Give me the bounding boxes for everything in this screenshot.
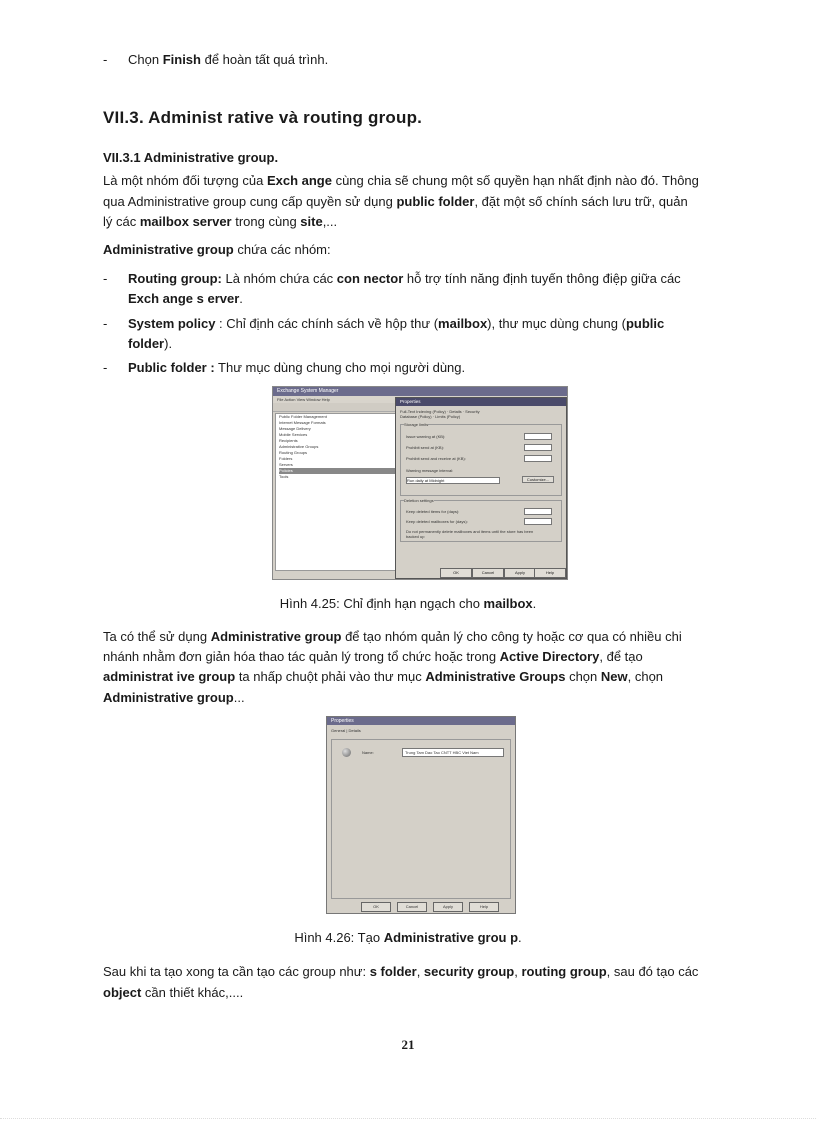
para1-line2: qua Administrative group cung cấp quyền sử dụng public folder, đặt một số chính sách lưu trữ, quản: [103, 194, 688, 209]
warning-interval-select: Run daily at Midnight: [406, 477, 500, 484]
help-button: Help: [469, 902, 499, 912]
tab-general: General: [331, 728, 346, 733]
apply-button: Apply: [504, 568, 536, 578]
name-input: Trung Tam Dao Tao CNTT HBC Viet Nam: [402, 748, 504, 757]
bullet-dash: -: [103, 271, 108, 286]
tab-limits: Limits (Policy): [435, 414, 461, 419]
cancel-button: Cancel: [472, 568, 504, 578]
bullet-dash: -: [103, 316, 108, 331]
para3-line2: object cần thiết khác,....: [103, 985, 244, 1000]
console-tree: [275, 413, 400, 571]
figure1-caption: Hình 4.25: Chỉ định hạn ngạch cho mailbox.: [279, 596, 537, 611]
window-titlebar: Exchange System Manager: [273, 387, 567, 396]
dialog-title: Properties: [396, 398, 566, 406]
prohibit-send-input: [524, 444, 552, 451]
bullet-system-policy: - System policy : Chỉ định các chính sách về hộp thư (mailbox), thư mục dùng chung (public folder).: [103, 316, 665, 351]
do-not-delete-check: Do not permanently delete mailboxes and items until the store has been backed up: [406, 529, 534, 539]
tab-security: Security: [465, 409, 480, 414]
keep-mailboxes-input: [524, 518, 552, 525]
tree-item: Message Delivery: [279, 426, 311, 431]
dialog-tabs: Full-Text Indexing (Policy) · Details · Security Database (Policy) · Limits (Policy): [400, 409, 480, 419]
cancel-button: Cancel: [397, 902, 427, 912]
para1-line1: Là một nhóm đối tượng của Exch ange cùng chia sẽ chung một số quyền hạn nhất định nào đó. Thông: [103, 173, 699, 188]
tab-details: Details: [449, 409, 462, 414]
globe-icon: [342, 748, 351, 757]
keep-items-label: Keep deleted items for (days):: [406, 509, 460, 514]
para2-line1: Ta có thể sử dụng Administrative group để tạo nhóm quản lý cho công ty hoặc cơ qua có nhiều chi: [103, 629, 682, 644]
tab-fulltext: Full-Text Indexing (Policy): [400, 409, 446, 414]
ok-button: OK: [361, 902, 391, 912]
tree-item-selected: Policies: [279, 468, 399, 474]
name-label: Name:: [362, 750, 374, 755]
dialog-tabs: General | Details: [331, 728, 361, 733]
keep-items-input: [524, 508, 552, 515]
para2-line3: administrat ive group ta nhấp chuột phải vào thư mục Administrative Groups chọn New, chọn: [103, 669, 664, 684]
deletion-settings-group: Deletion settings: [400, 500, 562, 542]
issue-warning-check: Issue warning at (KB):: [406, 434, 446, 439]
ok-button: OK: [440, 568, 472, 578]
properties-dialog: [395, 397, 567, 579]
section-heading: VII.3. Administ rative và routing group.: [103, 108, 423, 127]
help-button: Help: [534, 568, 566, 578]
apply-button: Apply: [433, 902, 463, 912]
para3-line1: Sau khi ta tạo xong ta cần tạo các group như: s folder, security group, routing group, sau đó tạo các: [103, 964, 699, 979]
bullet-routing-group: - Routing group: Là nhóm chứa các con nector hỗ trợ tính năng định tuyến thông điệp giữa các Exch ange s erver.: [103, 271, 681, 306]
tree-item: Routing Groups: [279, 450, 308, 455]
figure-admin-group-properties-screenshot: [326, 716, 516, 914]
intro-text-post: để hoàn tất quá trình.: [200, 52, 329, 67]
general-panel: [331, 739, 511, 899]
tree-item: Tools: [279, 474, 289, 479]
bullet-dash: -: [103, 360, 108, 375]
customize-button: Customize...: [522, 476, 554, 483]
para2-line4: Administrative group...: [103, 690, 245, 705]
tree-item: Administrative Groups: [279, 444, 319, 449]
tree-item: Internet Message Formats: [279, 420, 326, 425]
prohibit-send-check: Prohibit send at (KB):: [406, 445, 445, 450]
para2-line2: nhánh nhằm đơn giản hóa thao tác quản lý trong tổ chức hoặc trong Active Directory, để tạo: [103, 649, 643, 664]
warning-interval-label: Warning message interval:: [406, 468, 454, 473]
tab-details: Details: [348, 728, 361, 733]
dialog-titlebar: Properties: [327, 717, 515, 725]
groups-intro: Administrative group chứa các nhóm:: [103, 242, 331, 257]
document-page: - Chọn Finish để hoàn tất quá trình. VII.3. Administ rative và routing group. VII.3.1 Administrative group. Là một nhóm đối tượng của Exch ange cùng chia sẽ chung một số quyền hạn nhất định nào đó. Thông qua Administrative group cung cấp quyền sử dụng public folder, đặt một số chính sách lưu trữ, quản lý các mailbox server trong cùng site,... Administrative group chứa các nhóm: - Routing group: Là nhóm chứa các con nector hỗ trợ tính năng định tuyến thông điệp giữa các Exch ange s erver. - System policy : Chỉ định các chính sách về hộp thư (mailbox), thư mục dùng chung (public folder). - Public folder : Thư mục dùng chung cho mọi người dùng. Exchange System Manager File Action View Window Help Public Folder Management Internet Message Formats Message Delivery Mobile Services Recipients Administrative Groups Routing Groups Folders Servers Policies Tools Properties Full-Text Indexing (Policy) · Details · Security Database (Policy) · Limits (Policy) Storage limits Issue warning at (KB): Prohibit send at (KB): Prohibit send and receive at (KB): Warning message interval: Run daily at Midnight Customize... Deletion settings Keep deleted items for (days): Keep deleted mailboxes for (days): Do not permanently delete mailboxes and items until the store has been backed up OK Cancel Apply Help Hình 4.25: Chỉ định hạn ngạch cho mailbox. Ta có thể sử dụng Administrative group để tạo nhóm quản lý cho công ty hoặc cơ qua có nhiều chi nhánh nhằm đơn giản hóa thao tác quản lý trong tổ chức hoặc trong Active Directory, để tạo administrat ive group ta nhấp chuột phải vào thư mục Administrative Groups chọn New, chọn Administrative group... Properties General | Details Name: Trung Tam Dao Tao CNTT HBC Viet Nam OK Cancel Apply Help Hình 4.26: Tạo Administrative grou p. Sau khi ta tạo xong ta cần tạo các group như: s folder, security group, routing group, sau đó tạo các object cần thiết khác,.... 21: [0, 0, 816, 1123]
intro-text-pre: Chọn: [128, 52, 163, 67]
page-number: 21: [401, 1037, 415, 1052]
figure-mailbox-quota-screenshot: [272, 386, 568, 580]
prohibit-send-receive-check: Prohibit send and receive at (KB):: [406, 456, 466, 461]
subsection-heading: VII.3.1 Administrative group.: [103, 150, 279, 165]
footer-divider: [0, 1118, 816, 1119]
tree-item: Servers: [279, 462, 293, 467]
para1-line3: lý các mailbox server trong cùng site,...: [103, 214, 338, 229]
bullet-dash: -: [103, 52, 108, 67]
tree-item: Mobile Services: [279, 432, 308, 437]
finish-keyword: Finish: [162, 52, 201, 67]
window-menubar: File Action View Window Help: [273, 396, 567, 403]
prohibit-send-receive-input: [524, 455, 552, 462]
tab-database: Database (Policy): [400, 414, 432, 419]
storage-limits-group: Storage limits: [400, 424, 562, 496]
figure2-caption: Hình 4.26: Tạo Administrative grou p.: [294, 930, 522, 945]
tree-item: Public Folder Management: [279, 414, 327, 419]
issue-warning-input: [524, 433, 552, 440]
tree-item: Recipients: [279, 438, 298, 443]
keep-mailboxes-label: Keep deleted mailboxes for (days):: [406, 519, 468, 524]
tree-item: Folders: [279, 456, 293, 461]
